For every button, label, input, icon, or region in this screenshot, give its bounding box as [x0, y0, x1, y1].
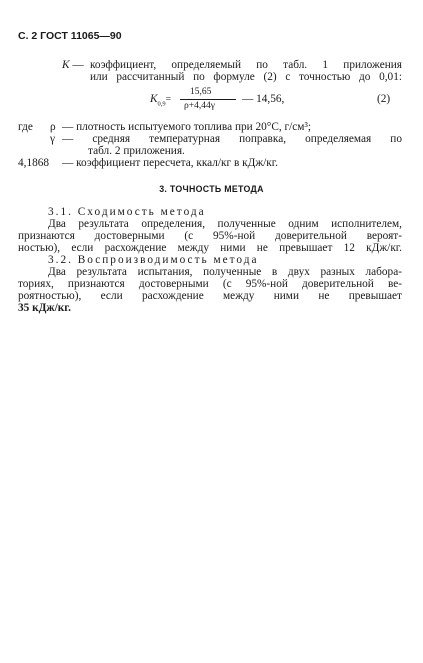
- fraction-line: [180, 99, 236, 100]
- formula-denominator: ρ+4,44γ: [184, 101, 215, 111]
- k-symbol: [62, 59, 84, 72]
- formula-lhs: [150, 93, 171, 111]
- rho-definition: — плотность испытуемого топлива при 20°С, г/см³;: [62, 121, 311, 133]
- k-dash: —: [72, 59, 84, 71]
- formula-equals: =: [165, 95, 172, 105]
- section-3-1-heading: 3.1. Сходимость метода: [48, 206, 206, 218]
- section-3-2-line-2: ториях, признаются достоверными (с 95%-ной доверительной ве-: [18, 278, 402, 290]
- k-definition-line-1: коэффициент, определяемый по табл. 1 приложения: [90, 59, 402, 71]
- coefficient-symbol: 4,1868: [18, 157, 50, 169]
- section-3-2-line-3: роятностью), если расхождение между ними не превышает: [18, 290, 402, 302]
- section-3-2-line-1: Два результата испытания, полученные в двух разных лабора-: [48, 266, 402, 278]
- gamma-definition-line-1: — средняя температурная поправка, определяемая по: [62, 133, 402, 145]
- rho-symbol: ρ: [50, 121, 56, 133]
- k-symbol-letter: K: [62, 59, 70, 71]
- section-3-1-line-1: Два результата определения, полученные одним исполнителем,: [48, 218, 402, 230]
- coefficient-definition: — коэффициент пересчета, ккал/кг в кДж/кг.: [62, 157, 278, 169]
- formula-number: (2): [377, 93, 391, 105]
- gamma-symbol: γ: [50, 133, 55, 145]
- section-3-1-line-2: признаются достоверными (с 95%-ной доверительной вероят-: [18, 230, 402, 242]
- section-3-1-line-3: ностью), если расхождение между ними не превышает 12 кДж/кг.: [18, 242, 402, 254]
- section-title: 3. ТОЧНОСТЬ МЕТОДА: [159, 184, 264, 194]
- formula-rest: — 14,56,: [242, 93, 285, 105]
- section-3-2-heading: 3.2. Воспроизводимость метода: [48, 254, 259, 266]
- formula-numerator: 15,65: [190, 87, 212, 97]
- where-word: где: [18, 121, 33, 133]
- k-definition-line-2: или рассчитанный по формуле (2) с точностью до 0,01:: [90, 71, 402, 83]
- section-3-2-line-4: 35 кДж/кг.: [18, 302, 71, 314]
- formula-k: K: [150, 93, 158, 105]
- gamma-definition-line-2: табл. 2 приложения.: [88, 145, 185, 157]
- formula-k-subscript: 0,9: [157, 100, 166, 108]
- page-header: С. 2 ГОСТ 11065—90: [18, 30, 122, 42]
